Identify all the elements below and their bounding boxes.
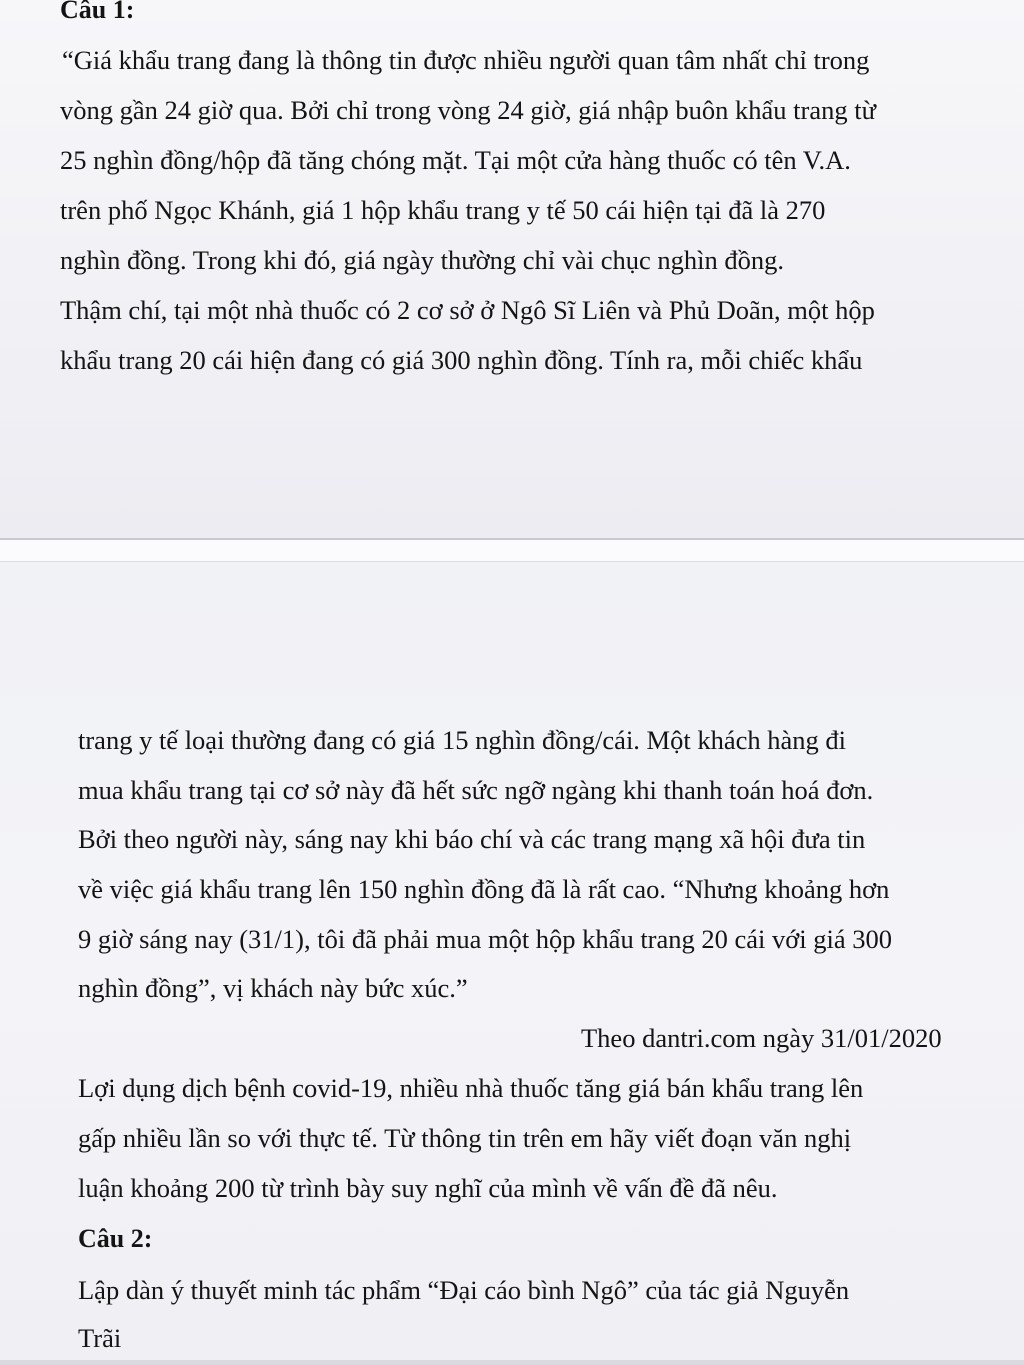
- excerpt-line: vòng gần 24 giờ qua. Bởi chỉ trong vòng 24 giờ, giá nhập buôn khẩu trang từ: [60, 95, 876, 125]
- excerpt-line: nghìn đồng”, vị khách này bức xúc.”: [78, 973, 468, 1003]
- question-1-heading: Câu 1:: [60, 0, 135, 24]
- question-2-prompt-line: Lập dàn ý thuyết minh tác phẩm “Đại cáo bình Ngô” của tác giả Nguyễn: [78, 1275, 850, 1305]
- question-1-prompt-line: Lợi dụng dịch bệnh covid-19, nhiều nhà thuốc tăng giá bán khẩu trang lên: [78, 1073, 864, 1103]
- page-bottom-edge: [0, 1360, 1024, 1365]
- question-2-heading: Câu 2:: [78, 1224, 153, 1253]
- excerpt-line: về việc giá khẩu trang lên 150 nghìn đồng đã là rất cao. “Nhưng khoảng hơn: [78, 874, 890, 904]
- question-2-prompt-line: Trãi: [78, 1323, 122, 1353]
- source-citation: Theo dantri.com ngày 31/01/2020: [581, 1023, 942, 1053]
- excerpt-line: nghìn đồng. Trong khi đó, giá ngày thường chỉ vài chục nghìn đồng.: [60, 245, 784, 275]
- excerpt-line: “Giá khẩu trang đang là thông tin được nhiều người quan tâm nhất chỉ trong: [62, 45, 870, 75]
- excerpt-line: Thậm chí, tại một nhà thuốc có 2 cơ sở ở Ngô Sĩ Liên và Phủ Doãn, một hộp: [60, 295, 875, 325]
- excerpt-line: 9 giờ sáng nay (31/1), tôi đã phải mua một hộp khẩu trang 20 cái với giá 300: [78, 924, 893, 954]
- excerpt-line: 25 nghìn đồng/hộp đã tăng chóng mặt. Tại một cửa hàng thuốc có tên V.A.: [60, 145, 851, 175]
- excerpt-line: khẩu trang 20 cái hiện đang có giá 300 nghìn đồng. Tính ra, mỗi chiếc khẩu: [60, 345, 863, 375]
- question-1-prompt-line: gấp nhiều lần so với thực tế. Từ thông tin trên em hãy viết đoạn văn nghị: [78, 1123, 852, 1153]
- excerpt-line: mua khẩu trang tại cơ sở này đã hết sức ngỡ ngàng khi thanh toán hoá đơn.: [78, 775, 874, 805]
- page-separator: [0, 538, 1024, 562]
- question-1-prompt-line: luận khoảng 200 từ trình bày suy nghĩ của mình về vấn đề đã nêu.: [78, 1173, 778, 1203]
- excerpt-line: trên phố Ngọc Khánh, giá 1 hộp khẩu trang y tế 50 cái hiện tại đã là 270: [60, 195, 826, 225]
- page-bottom: [0, 562, 1024, 1365]
- excerpt-line: trang y tế loại thường đang có giá 15 nghìn đồng/cái. Một khách hàng đi: [78, 725, 847, 755]
- excerpt-line: Bởi theo người này, sáng nay khi báo chí và các trang mạng xã hội đưa tin: [78, 824, 866, 854]
